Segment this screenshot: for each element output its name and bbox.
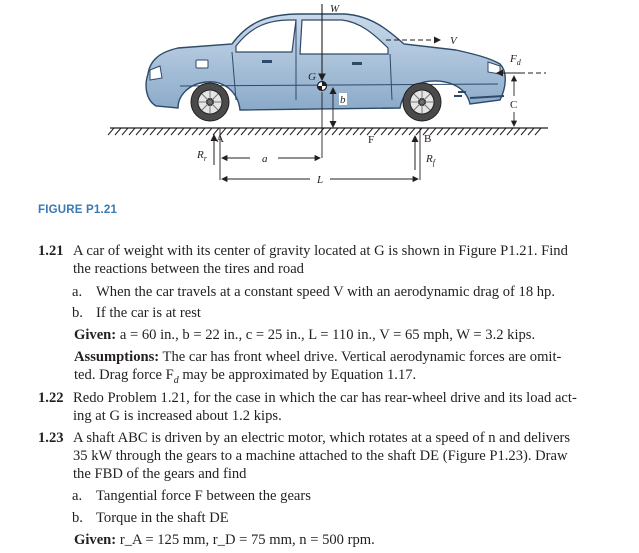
problem-1-21 (40, 243, 630, 279)
problem-1-23 (40, 430, 630, 483)
subpart-a: a. Tangential force F between the gears (72, 488, 311, 504)
label-a: a (262, 153, 268, 165)
label-Fd: $F_d$ (510, 53, 521, 67)
ground-line (108, 128, 548, 135)
label-F: F (368, 134, 375, 146)
label-b: b (340, 94, 346, 106)
front-wheel (403, 83, 441, 121)
problem-line: 35 kW through the gears to a machine attached to the shaft DE (Figure P1.23). Draw (73, 447, 568, 464)
problem-number: 1.23 (38, 430, 64, 446)
label-A: A (216, 133, 224, 145)
center-of-gravity-marker (318, 82, 327, 91)
problem-number: 1.21 (38, 243, 64, 259)
label-V: V (450, 35, 457, 47)
figure-caption: FIGURE P1.21 (38, 204, 118, 216)
problem-line: the FBD of the gears and find (73, 465, 247, 482)
label-B: B (424, 133, 432, 145)
label-L: L (317, 174, 324, 186)
assumptions-block: Assumptions: The car has front wheel drive. Vertical aerodynamic forces are omit- ted. Drag force $F_d$ may be approximated by Equation 1.17. (74, 349, 562, 386)
subpart-a: a. When the car travels at a constant speed V with an aerodynamic drag of 18 hp. (72, 284, 556, 300)
rear-wheel (191, 83, 229, 121)
label-W: W (330, 3, 340, 15)
problem-line: ing at G is increased about 1.2 kips. (73, 407, 282, 424)
problem-line: the reactions between the tires and road (73, 260, 304, 277)
subpart-b: b. If the car is at rest (72, 305, 201, 321)
problem-line: A shaft ABC is driven by an electric motor, which rotates at a speed of n and delivers (73, 430, 571, 446)
car-free-body-figure (0, 0, 639, 200)
given-line: Given: a = 60 in., b = 22 in., c = 25 in., L = 110 in., V = 65 mph, W = 3.2 kips. (74, 327, 536, 343)
problem-number: 1.22 (38, 390, 64, 406)
given-line: Given: r_A = 125 mm, r_D = 75 mm, n = 500 rpm. (74, 532, 375, 548)
label-G: G (308, 71, 316, 83)
subpart-b: b. Torque in the shaft DE (72, 510, 229, 526)
label-C: C (510, 99, 518, 111)
problem-line: A car of weight with its center of gravity located at G is shown in Figure P1.21. Find (73, 243, 568, 259)
problem-line: Redo Problem 1.21, for the case in which the car has rear-wheel drive and its load act- (73, 390, 577, 406)
label-Rf: $R_f$ (426, 153, 435, 167)
problem-1-22 (40, 390, 630, 426)
label-Rr: $R_r$ (197, 149, 207, 163)
